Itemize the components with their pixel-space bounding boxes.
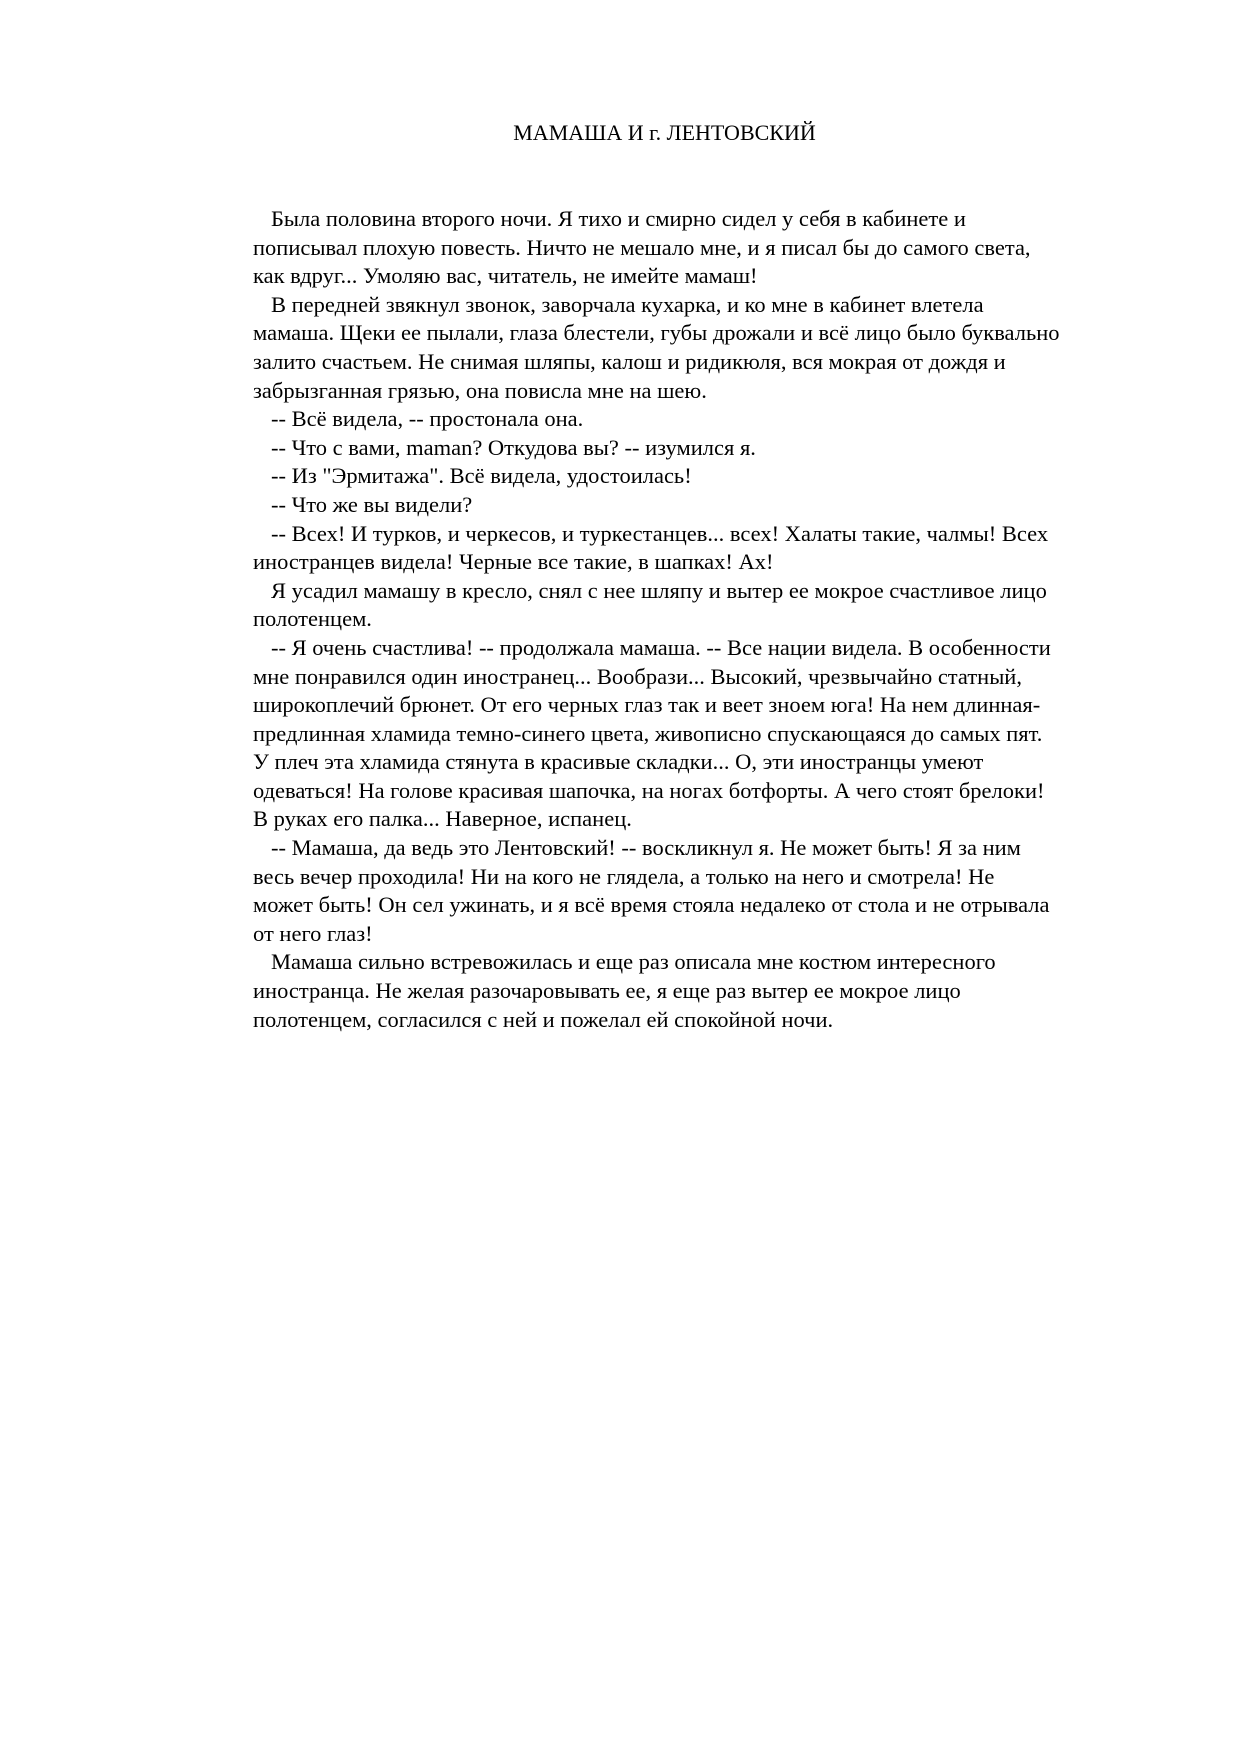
text-line: пописывал плохую повесть. Ничто не мешало мне, и я писал бы до самого света, xyxy=(253,234,1031,260)
text-line: -- Всё видела, -- простонала она. xyxy=(271,406,584,432)
text-line: Мамаша сильно встревожилась и еще раз описала мне костюм интересного xyxy=(271,949,996,975)
text-line: -- Я очень счастлива! -- продолжала мамаша. -- Все нации видела. В особенности xyxy=(271,634,1051,660)
text-line: мамаша. Щеки ее пылали, глаза блестели, губы дрожали и всё лицо было буквально xyxy=(253,320,1060,346)
text-line: от него глаз! xyxy=(253,920,373,946)
text-line: -- Из "Эрмитажа". Всё видела, удостоилась! xyxy=(271,463,692,489)
text-line: иностранца. Не желая разочаровывать ее, я еще раз вытер ее мокрое лицо xyxy=(253,978,961,1004)
text-line: полотенцем, согласился с ней и пожелал ей спокойной ночи. xyxy=(253,1006,834,1032)
text-line: -- Мамаша, да ведь это Лентовский! -- воскликнул я. Не может быть! Я за ним xyxy=(271,835,1021,861)
story-body xyxy=(253,205,1153,1034)
text-line: иностранцев видела! Черные все такие, в шапках! Ах! xyxy=(253,549,774,575)
text-line: предлинная хламида темно-синего цвета, живописно спускающаяся до самых пят. xyxy=(253,720,1043,746)
text-line: Я усадил мамашу в кресло, снял с нее шляпу и вытер ее мокрое счастливое лицо xyxy=(271,577,1047,603)
text-line: В руках его палка... Наверное, испанец. xyxy=(253,806,632,832)
text-line: полотенцем. xyxy=(253,606,372,632)
text-line: забрызганная грязью, она повисла мне на шею. xyxy=(253,377,707,403)
text-line: В передней звякнул звонок, заворчала кухарка, и ко мне в кабинет влетела xyxy=(271,291,984,317)
text-line: как вдруг... Умоляю вас, читатель, не имейте мамаш! xyxy=(253,263,758,289)
text-line: может быть! Он сел ужинать, и я всё время стояла недалеко от стола и не отрывала xyxy=(253,892,1050,918)
text-line: широкоплечий брюнет. От его черных глаз так и веет зноем юга! На нем длинная- xyxy=(253,692,1041,718)
text-line: -- Что с вами, maman? Откудова вы? -- изумился я. xyxy=(271,434,756,460)
story-title: МАМАША И г. ЛЕНТОВСКИЙ xyxy=(513,120,816,145)
text-line: -- Что же вы видели? xyxy=(271,491,473,517)
text-line: -- Всех! И турков, и черкесов, и туркестанцев... всех! Халаты такие, чалмы! Всех xyxy=(271,520,1049,546)
text-line: одеваться! На голове красивая шапочка, на ногах ботфорты. А чего стоят брелоки! xyxy=(253,777,1045,803)
text-line: мне понравился один иностранец... Вообрази... Высокий, чрезвычайно статный, xyxy=(253,663,1022,689)
text-line: Была половина второго ночи. Я тихо и смирно сидел у себя в кабинете и xyxy=(271,206,966,231)
text-line: У плеч эта хламида стянута в красивые складки... О, эти иностранцы умеют xyxy=(253,749,984,775)
text-line: залито счастьем. Не снимая шляпы, калош и ридикюля, вся мокрая от дождя и xyxy=(253,348,1006,374)
text-line: весь вечер проходила! Ни на кого не глядела, а только на него и смотрела! Не xyxy=(253,863,995,889)
